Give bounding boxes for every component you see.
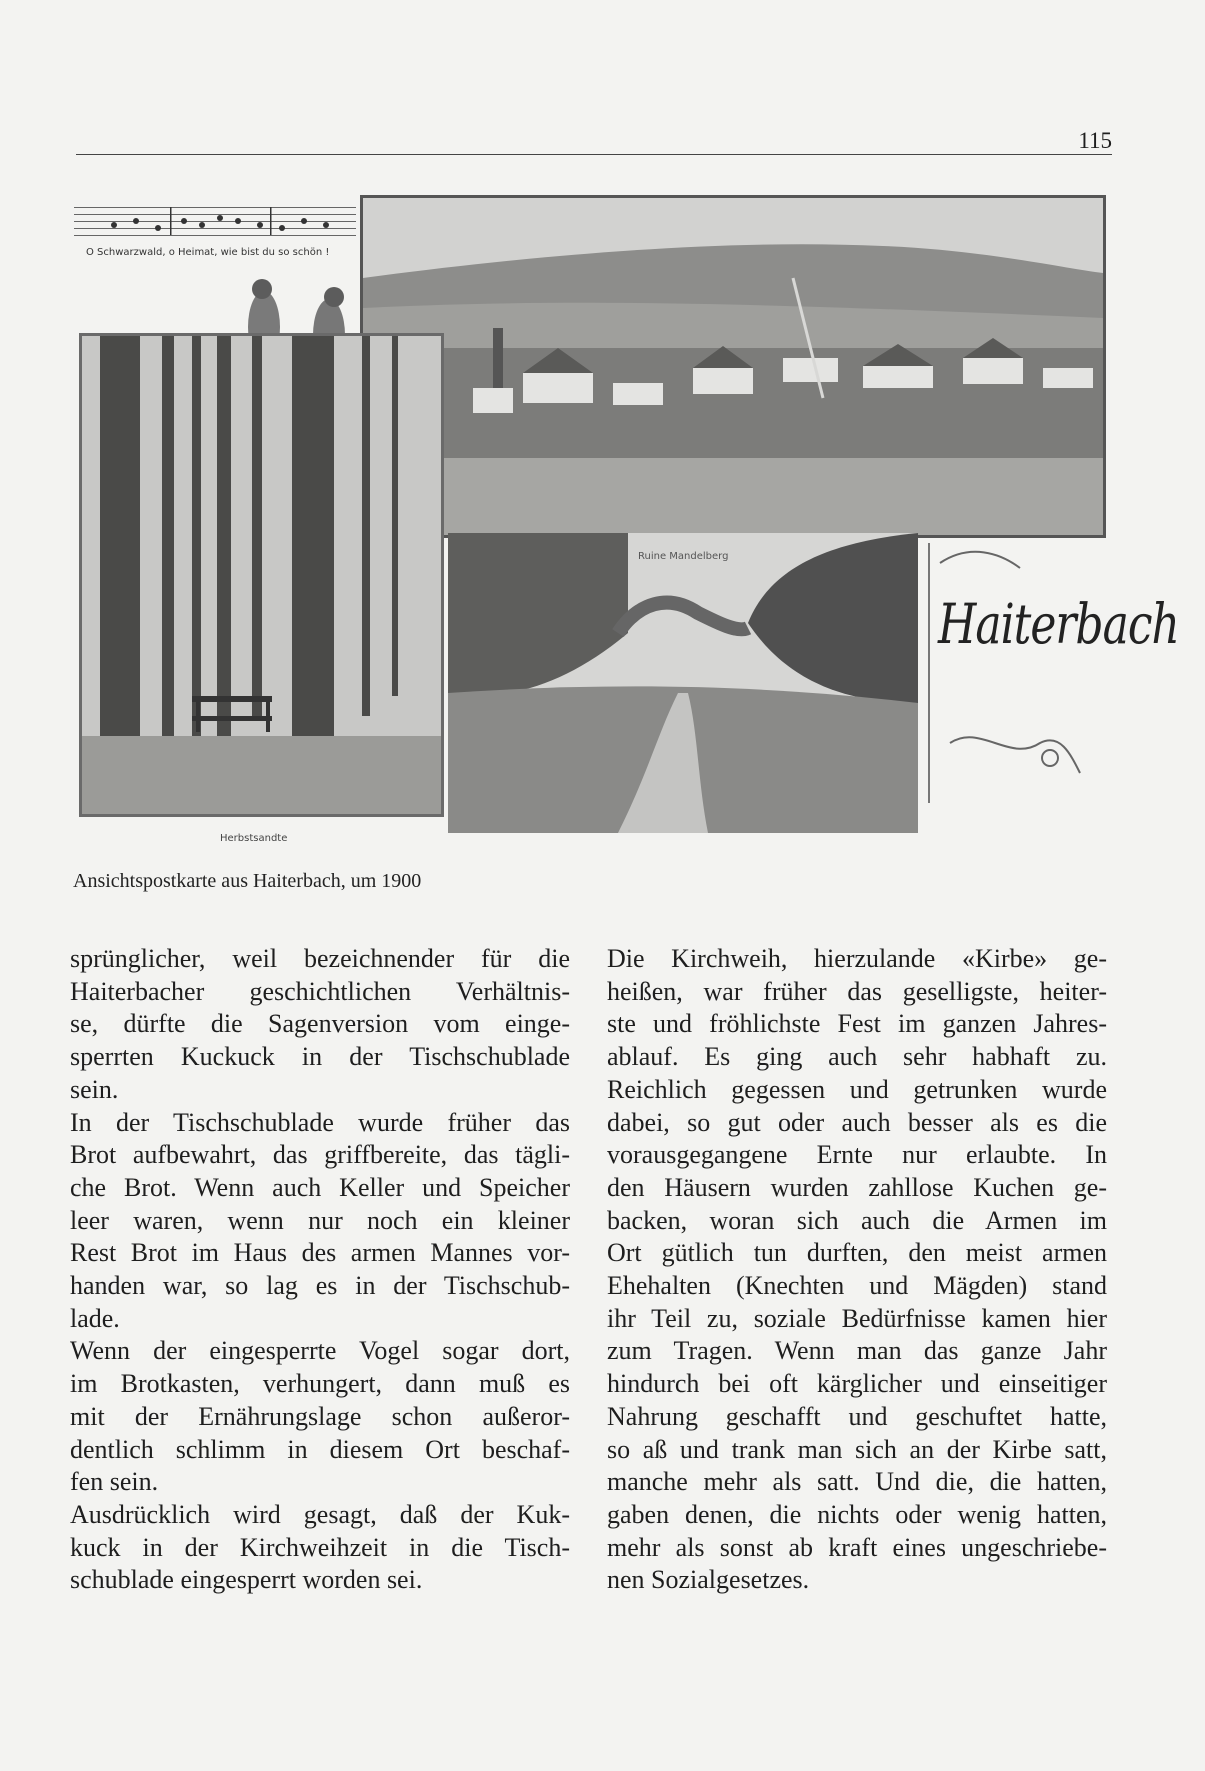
text-line: dabei, so gut oder auch besser als es die bbox=[607, 1107, 1107, 1137]
postcard-figure bbox=[70, 183, 1179, 846]
text-line: hindurch bei oft kärglicher und einseitiger bbox=[607, 1369, 1107, 1399]
music-staff bbox=[74, 207, 356, 241]
text-line: se, dürfte die Sagenversion vom einge- bbox=[70, 1009, 570, 1039]
text-line: kuck in der Kirchweihzeit in die Tisch- bbox=[70, 1532, 570, 1562]
text-line: Rest Brot im Haus des armen Mannes vor- bbox=[70, 1238, 570, 1268]
header-rule bbox=[76, 154, 1112, 155]
text-line: sperrten Kuckuck in der Tischschublade bbox=[70, 1042, 570, 1072]
text-line: gaben denen, die nichts oder wenig hatten, bbox=[607, 1499, 1107, 1529]
text-line: Haiterbacher geschichtlichen Verhältnis- bbox=[70, 976, 570, 1006]
town-name-lettering: Haiterbach bbox=[938, 593, 1179, 657]
text-line: nen Sozialgesetzes. bbox=[607, 1565, 810, 1595]
text-line: sein. bbox=[70, 1074, 119, 1104]
text-line: Ort gütlich tun durften, den meist armen bbox=[607, 1238, 1107, 1268]
text-line: ablauf. Es ging auch sehr habhaft zu. bbox=[607, 1042, 1107, 1072]
text-line: fen sein. bbox=[70, 1467, 159, 1497]
text-line: heißen, war früher das geselligste, heiter- bbox=[607, 976, 1107, 1006]
text-line: zum Tragen. Wenn man das ganze Jahr bbox=[607, 1336, 1107, 1366]
paragraph bbox=[70, 1107, 570, 1336]
text-line: Brot aufbewahrt, das griffbereite, das tägli- bbox=[70, 1140, 570, 1170]
text-line: In der Tischschublade wurde früher das bbox=[70, 1107, 570, 1137]
paragraph bbox=[70, 1499, 570, 1597]
text-line: che Brot. Wenn auch Keller und Speicher bbox=[70, 1172, 570, 1202]
right-text-column bbox=[607, 943, 1107, 1597]
text-line: vorausgegangene Ernte nur erlaubte. In bbox=[607, 1140, 1107, 1170]
text-line: ste und fröhlichste Fest im ganzen Jahres- bbox=[607, 1009, 1107, 1039]
text-line: mit der Ernährungslage schon außeror- bbox=[70, 1401, 570, 1431]
paragraph bbox=[607, 943, 1107, 1597]
ornament-flourish-icon bbox=[930, 543, 1100, 803]
text-line: Wenn der eingesperrte Vogel sogar dort, bbox=[70, 1336, 570, 1366]
text-line: Ehehalten (Knechten und Mägden) stand bbox=[607, 1271, 1107, 1301]
text-line: leer waren, wenn nur noch ein kleiner bbox=[70, 1205, 570, 1235]
text-line: handen war, so lag es in der Tischschub- bbox=[70, 1271, 570, 1301]
text-line: dentlich schlimm in diesem Ort beschaf- bbox=[70, 1434, 570, 1464]
text-line: manche mehr als satt. Und die, die hatten, bbox=[607, 1467, 1107, 1497]
page-number: 115 bbox=[1078, 128, 1112, 153]
text-line: schublade eingesperrt worden sei. bbox=[70, 1565, 423, 1595]
town-name-panel bbox=[928, 543, 1179, 803]
text-line: Nahrung geschafft und geschuftet hatte, bbox=[607, 1401, 1107, 1431]
text-line: so aß und trank man sich an der Kirbe satt, bbox=[607, 1434, 1107, 1464]
text-line: im Brotkasten, verhungert, dann muß es bbox=[70, 1369, 570, 1399]
valley-photo bbox=[448, 533, 918, 833]
figure-caption: Ansichtspostkarte aus Haiterbach, um 1900 bbox=[73, 870, 422, 892]
text-line: ihr Teil zu, soziale Bedürfnisse kamen hier bbox=[607, 1303, 1107, 1333]
text-line: Ausdrücklich wird gesagt, daß der Kuk- bbox=[70, 1499, 570, 1529]
forest-photo bbox=[79, 333, 444, 817]
text-line: mehr als sonst ab kraft eines ungeschriebe- bbox=[607, 1532, 1107, 1562]
song-lyrics: O Schwarzwald, o Heimat, wie bist du so schön ! bbox=[86, 247, 330, 258]
forest-photo-label: Herbstsandte bbox=[220, 833, 288, 844]
paragraph bbox=[70, 1335, 570, 1499]
paragraph bbox=[70, 943, 570, 1107]
valley-photo-label: Ruine Mandelberg bbox=[638, 551, 729, 562]
text-line: lade. bbox=[70, 1303, 120, 1333]
village-panorama-photo bbox=[360, 195, 1106, 538]
text-line: sprünglicher, weil bezeichnender für die bbox=[70, 944, 570, 973]
left-text-column bbox=[70, 943, 570, 1597]
text-line: backen, woran sich auch die Armen im bbox=[607, 1205, 1107, 1235]
text-line: Die Kirchweih, hierzulande «Kirbe» ge- bbox=[607, 944, 1107, 973]
text-line: Reichlich gegessen und getrunken wurde bbox=[607, 1074, 1107, 1104]
text-line: den Häusern wurden zahllose Kuchen ge- bbox=[607, 1172, 1107, 1202]
